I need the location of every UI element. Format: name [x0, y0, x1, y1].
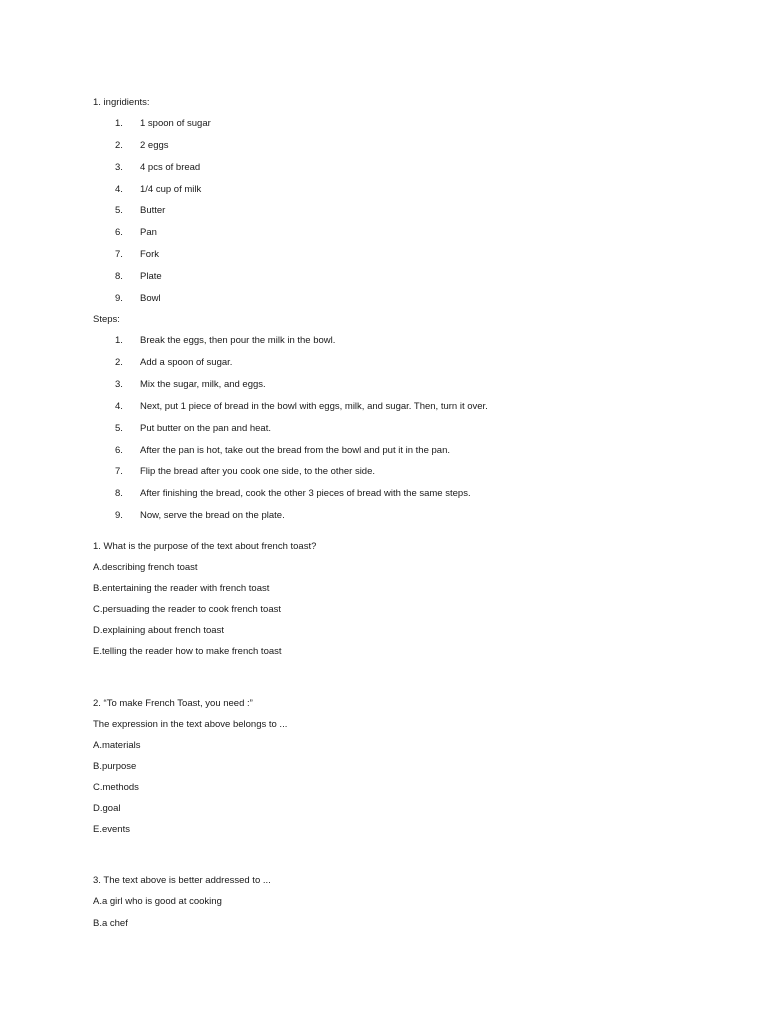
question-1-option-a: A.describing french toast	[93, 562, 198, 573]
question-1-option-e: E.telling the reader how to make french toast	[93, 646, 282, 657]
ingredient-text: Plate	[140, 271, 162, 282]
ingredient-text: Pan	[140, 227, 157, 238]
question-2-option-d: D.goal	[93, 803, 121, 814]
list-number: 9.	[115, 293, 123, 304]
list-number: 7.	[115, 249, 123, 260]
ingredient-text: 1 spoon of sugar	[140, 118, 211, 129]
list-number: 1.	[115, 118, 123, 129]
question-2-option-a: A.materials	[93, 740, 141, 751]
ingredient-text: Butter	[140, 205, 166, 216]
question-1: 1. What is the purpose of the text about french toast?	[93, 541, 317, 552]
list-number: 5.	[115, 205, 123, 216]
ingredient-text: 4 pcs of bread	[140, 162, 201, 173]
step-text: Break the eggs, then pour the milk in the bowl.	[140, 335, 336, 346]
step-text: Mix the sugar, milk, and eggs.	[140, 379, 266, 390]
list-number: 9.	[115, 510, 123, 521]
step-text: Put butter on the pan and heat.	[140, 423, 271, 434]
ingredients-heading: 1. ingridients:	[93, 97, 150, 108]
list-number: 3.	[115, 162, 123, 173]
question-3: 3. The text above is better addressed to ...	[93, 875, 271, 886]
ingredient-text: 1/4 cup of milk	[140, 184, 202, 195]
step-text: After finishing the bread, cook the other 3 pieces of bread with the same steps.	[140, 488, 471, 499]
list-number: 6.	[115, 227, 123, 238]
list-number: 8.	[115, 271, 123, 282]
question-2-option-b: B.purpose	[93, 761, 137, 772]
ingredient-text: Bowl	[140, 293, 161, 304]
question-1-option-b: B.entertaining the reader with french toast	[93, 583, 270, 594]
question-3-option-a: A.a girl who is good at cooking	[93, 896, 222, 907]
step-text: After the pan is hot, take out the bread from the bowl and put it in the pan.	[140, 445, 451, 456]
question-1-option-d: D.explaining about french toast	[93, 625, 224, 636]
step-text: Now, serve the bread on the plate.	[140, 510, 285, 521]
steps-heading: Steps:	[93, 314, 120, 325]
step-text: Next, put 1 piece of bread in the bowl with eggs, milk, and sugar. Then, turn it over.	[140, 401, 488, 412]
question-1-option-c: C.persuading the reader to cook french toast	[93, 604, 282, 615]
list-number: 5.	[115, 423, 123, 434]
question-3-option-b: B.a chef	[93, 918, 128, 929]
question-2-prompt: The expression in the text above belongs to ...	[93, 719, 288, 730]
list-number: 4.	[115, 184, 123, 195]
step-text: Flip the bread after you cook one side, to the other side.	[140, 466, 376, 477]
list-number: 2.	[115, 357, 123, 368]
list-number: 6.	[115, 445, 123, 456]
list-number: 8.	[115, 488, 123, 499]
ingredient-text: 2 eggs	[140, 140, 169, 151]
question-2: 2. “To make French Toast, you need :”	[93, 698, 253, 709]
question-2-option-e: E.events	[93, 824, 130, 835]
ingredient-text: Fork	[140, 249, 159, 260]
list-number: 2.	[115, 140, 123, 151]
list-number: 7.	[115, 466, 123, 477]
list-number: 1.	[115, 335, 123, 346]
list-number: 3.	[115, 379, 123, 390]
question-2-option-c: C.methods	[93, 782, 139, 793]
list-number: 4.	[115, 401, 123, 412]
step-text: Add a spoon of sugar.	[140, 357, 233, 368]
